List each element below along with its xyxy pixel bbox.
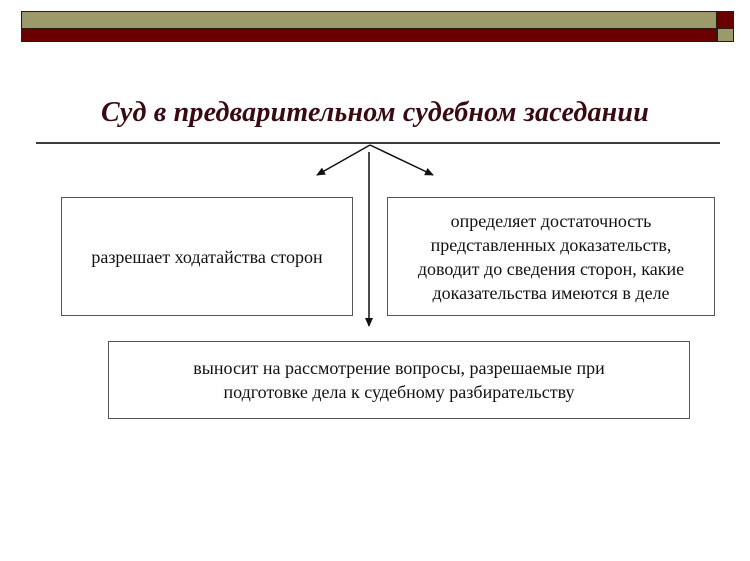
box-bottom-line: выносит на рассмотрение вопросы, разрешаемые при <box>193 358 605 378</box>
box-right-line: определяет достаточность <box>450 210 652 231</box>
arrow-to-left-box <box>317 145 370 175</box>
box-bottom-text <box>193 356 604 404</box>
box-resolves-motions <box>61 197 353 316</box>
box-left-text <box>91 245 322 269</box>
box-considers-questions <box>108 341 690 419</box>
box-right-text <box>418 209 684 305</box>
box-bottom-line: подготовке дела к судебному разбирательству <box>223 382 575 402</box>
box-right-line: доводит до сведения сторон, какие <box>417 258 685 279</box>
box-right-line: представленных доказательств, <box>430 234 672 255</box>
box-right-line: доказательства имеются в деле <box>432 282 670 303</box>
slide-title: Суд в предварительном судебном заседании <box>101 97 649 128</box>
box-determines-evidence <box>387 197 715 316</box>
arrow-to-right-box <box>370 145 433 175</box>
box-left-line: разрешает ходатайства сторон <box>91 246 323 267</box>
